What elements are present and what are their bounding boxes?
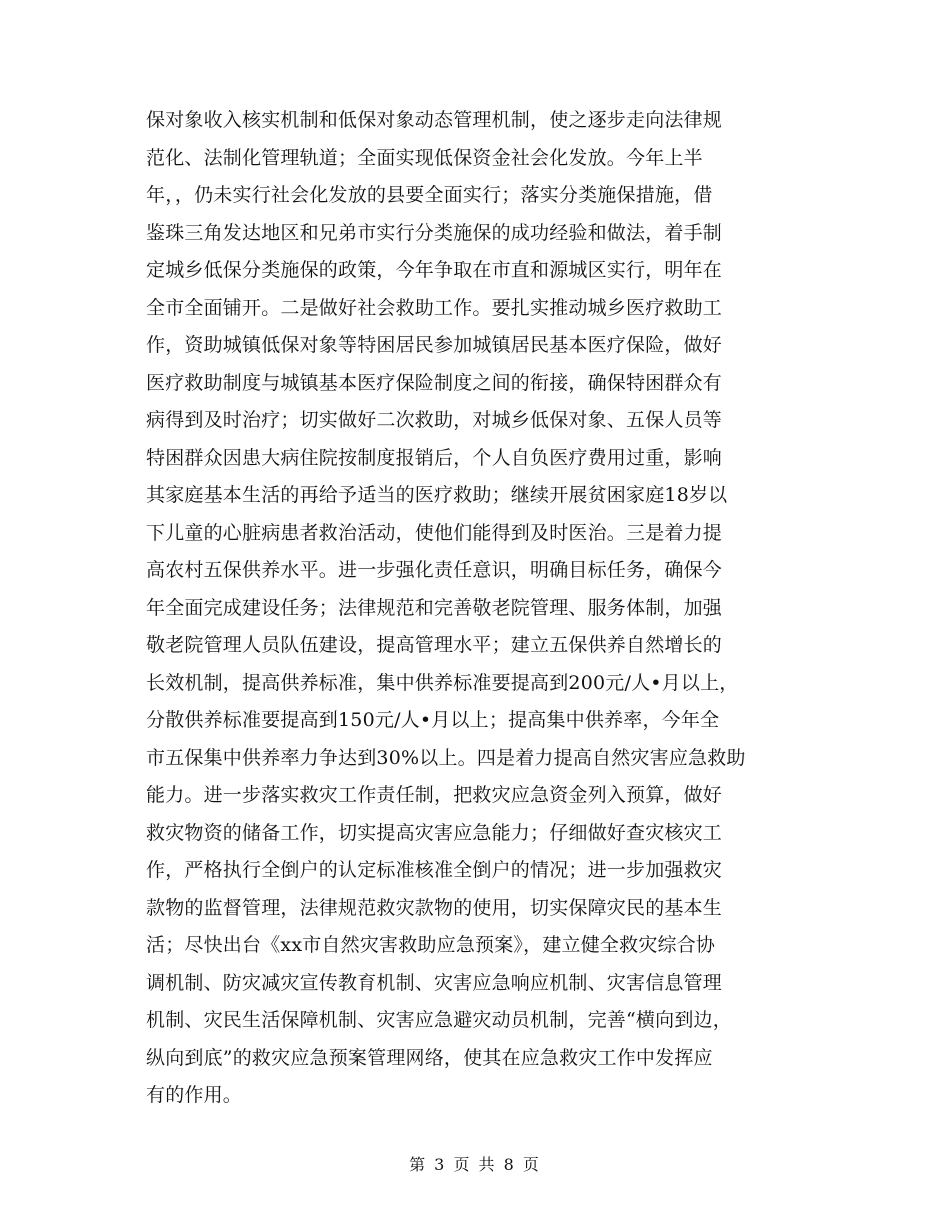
text-line: 纵向到底”的救灾应急预案管理网络，使其在应急救灾工作中发挥应 (146, 1046, 713, 1069)
text-line: 作，资助城镇低保对象等特困居民参加城镇居民基本医疗保险，做好 (146, 334, 723, 356)
text-line: 调机制、防灾减灾宣传教育机制、灾害应急响应机制、灾害信息管理 (146, 971, 723, 994)
text-line: 机制、灾民生活保障机制、灾害应急避灾动员机制，完善“横向到边， (146, 1009, 732, 1031)
text-line: 其家庭基本生活的再给予适当的医疗救助；继续开展贫困家庭18岁以 (146, 484, 728, 506)
text-line: 下儿童的心脏病患者救治活动，使他们能得到及时医治。三是着力提 (146, 521, 723, 544)
text-line: 鉴珠三角发达地区和兄弟市实行分类施保的成功经验和做法，着手制 (146, 221, 723, 244)
text-line: 范化、法制化管理轨道；全面实现低保资金社会化发放。今年上半 (146, 146, 703, 169)
text-line: 市五保集中供养率力争达到30%以上。四是着力提高自然灾害应急救助 (146, 746, 746, 769)
text-line: 作，严格执行全倒户的认定标准核准全倒户的情况；进一步加强救灾 (146, 859, 723, 881)
text-line: 能力。进一步落实救灾工作责任制，把救灾应急资金列入预算，做好 (146, 784, 723, 806)
text-line: 敬老院管理人员队伍建设，提高管理水平；建立五保供养自然增长的 (146, 634, 723, 656)
text-line: 年，，仍未实行社会化发放的县要全面实行；落实分类施保措施，借 (146, 184, 713, 206)
text-line: 款物的监督管理，法律规范救灾款物的使用，切实保障灾民的基本生 (146, 896, 723, 919)
body-text (146, 102, 826, 1115)
text-line: 医疗救助制度与城镇基本医疗保险制度之间的衔接，确保特困群众有 (146, 371, 723, 394)
text-line: 高农村五保供养水平。进一步强化责任意识，明确目标任务，确保今 (146, 559, 723, 581)
text-line: 年全面完成建设任务；法律规范和完善敬老院管理、服务体制，加强 (146, 596, 723, 619)
text-line: 分散供养标准要提高到150元/人•月以上；提高集中供养率，今年全 (146, 709, 720, 731)
text-line: 活；尽快出台《xx市自然灾害救助应急预案》，建立健全救灾综合协 (146, 934, 716, 956)
page-footer: 第 3 页 共 8 页 (409, 1155, 541, 1174)
text-line: 病得到及时治疗；切实做好二次救助，对城乡低保对象、五保人员等 (146, 409, 723, 431)
text-line: 有的作用。 (146, 1084, 243, 1106)
text-line: 全市全面铺开。二是做好社会救助工作。要扎实推动城乡医疗救助工 (146, 296, 723, 319)
text-line: 特困群众因患大病住院按制度报销后，个人自负医疗费用过重，影响 (146, 446, 723, 469)
text-line: 保对象收入核实机制和低保对象动态管理机制，使之逐步走向法律规 (146, 109, 723, 131)
text-line: 定城乡低保分类施保的政策，今年争取在市直和源城区实行，明年在 (146, 259, 723, 281)
text-line: 长效机制，提高供养标准，集中供养标准要提高到200元/人•月以上， (146, 671, 739, 694)
text-line: 救灾物资的储备工作，切实提高灾害应急能力；仔细做好查灾核灾工 (146, 821, 723, 844)
